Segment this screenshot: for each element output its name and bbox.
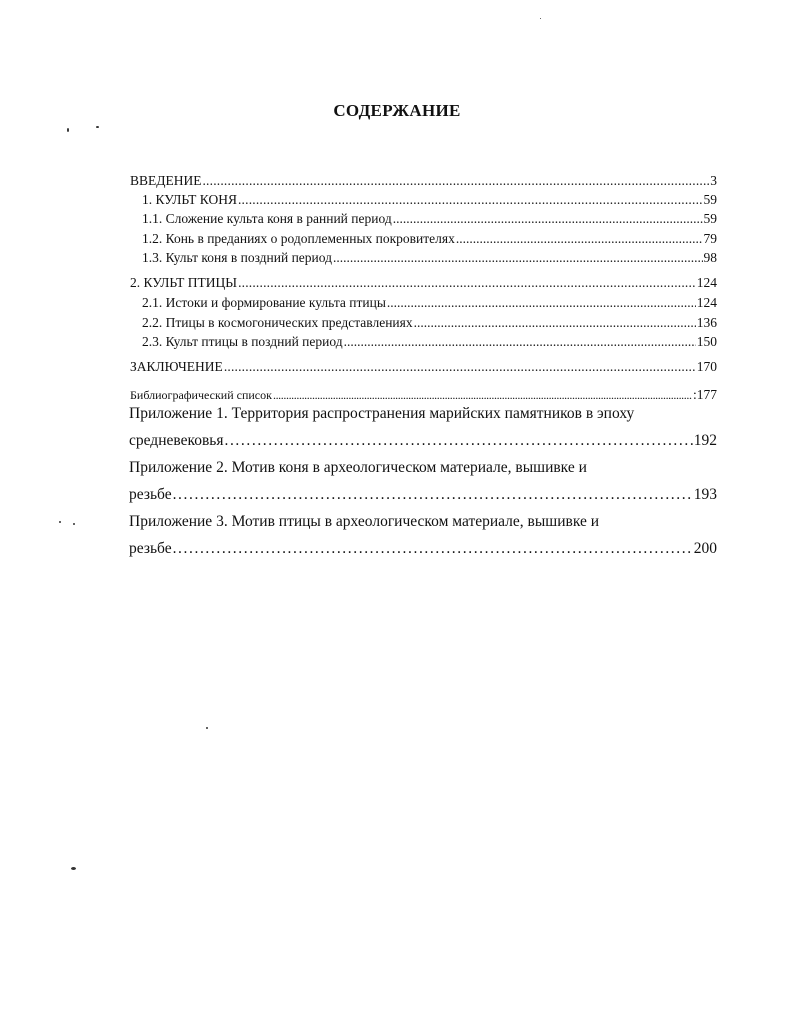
page-title: СОДЕРЖАНИЕ — [333, 101, 461, 120]
toc-leader-dots — [173, 487, 693, 503]
toc-entry-title: 2.3. Культ птицы в поздний период — [142, 334, 343, 349]
toc-entry-title: ВВЕДЕНИЕ — [130, 173, 202, 188]
toc-leader-dots — [224, 360, 696, 374]
toc-entry-appendix-3 — [129, 541, 717, 557]
toc-entry-bird-cult — [130, 276, 717, 290]
toc-leader-dots — [393, 212, 703, 226]
toc-entry-page: 136 — [696, 315, 717, 330]
toc-leader-dots — [333, 251, 702, 265]
toc-entry-title: резьбе — [129, 486, 172, 503]
toc-leader-dots — [202, 174, 709, 188]
scan-speck — [59, 521, 61, 523]
toc-entry-title: 2.2. Птицы в космогонических представлениях — [142, 315, 413, 330]
toc-entry-horse-cult-early — [142, 212, 717, 226]
toc-entry-page: 59 — [703, 192, 717, 207]
toc-entry-page: 200 — [693, 540, 717, 557]
scan-speck — [73, 523, 75, 525]
toc-entry-title: 1.1. Сложение культа коня в ранний период — [142, 211, 392, 226]
appendix-1-title: Приложение 1. Территория распространения марийских памятников в эпоху — [129, 405, 635, 422]
toc-entry-horse-cult — [142, 193, 717, 207]
scan-speck — [67, 128, 69, 132]
toc-entry-bird-cult-origins — [142, 296, 717, 310]
toc-entry-page: 193 — [693, 486, 717, 503]
toc-entry-page: 124 — [696, 275, 717, 290]
toc-leader-dots — [273, 389, 692, 401]
scan-speck — [96, 126, 99, 128]
toc-entry-page: 170 — [696, 359, 717, 374]
toc-entry-title: 2. КУЛЬТ ПТИЦЫ — [130, 275, 238, 290]
toc-entry-appendix-2 — [129, 487, 717, 503]
toc-leader-dots — [238, 193, 703, 207]
toc-entry-title: ЗАКЛЮЧЕНИЕ — [130, 359, 223, 374]
toc-leader-dots — [387, 296, 696, 310]
toc-entry-page: 98 — [703, 250, 717, 265]
toc-leader-dots — [456, 232, 703, 246]
toc-entry-page: 150 — [696, 334, 717, 349]
toc-entry-title: средневековья — [129, 432, 224, 449]
scan-speck — [540, 18, 541, 19]
toc-leader-dots — [238, 276, 696, 290]
toc-entry-page: 3 — [710, 173, 717, 188]
toc-entry-title: Библиографический список — [130, 388, 272, 402]
toc-entry-introduction — [130, 174, 717, 188]
toc-entry-bird-cult-late — [142, 335, 717, 349]
toc-entry-horse-legends — [142, 232, 717, 246]
toc-entry-page: 79 — [703, 231, 717, 246]
toc-entry-title: 1. КУЛЬТ КОНЯ — [142, 192, 237, 207]
toc-entry-title: 1.3. Культ коня в поздний период — [142, 250, 333, 265]
toc-entry-appendix-1 — [129, 433, 717, 449]
appendix-3-title: Приложение 3. Мотив птицы в археологическом материале, вышивке и — [129, 513, 600, 530]
toc-entry-page: 59 — [703, 211, 717, 226]
scan-speck — [206, 727, 208, 729]
toc-entry-page: :177 — [692, 387, 717, 402]
toc-entry-title: 1.2. Конь в преданиях о родоплеменных покровителях — [142, 231, 455, 246]
scan-speck — [71, 867, 76, 870]
toc-entry-page: 124 — [696, 295, 717, 310]
toc-entry-title: резьбе — [129, 540, 172, 557]
toc-leader-dots — [224, 433, 692, 449]
toc-entry-bird-cosmogony — [142, 316, 717, 330]
toc-entry-horse-cult-late — [142, 251, 717, 265]
toc-leader-dots — [414, 316, 696, 330]
toc-entry-page: 192 — [693, 432, 717, 449]
toc-leader-dots — [344, 335, 696, 349]
appendix-2-title: Приложение 2. Мотив коня в археологическом материале, вышивке и — [129, 459, 587, 476]
toc-entry-bibliography — [130, 388, 717, 402]
toc-leader-dots — [173, 541, 693, 557]
toc-entry-conclusion — [130, 360, 717, 374]
toc-entry-title: 2.1. Истоки и формирование культа птицы — [142, 295, 386, 310]
